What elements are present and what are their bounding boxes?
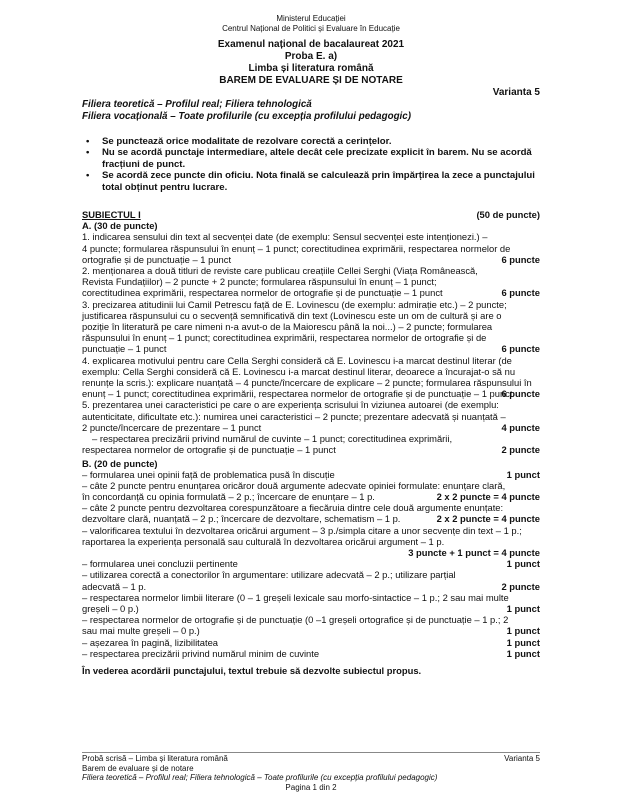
part-b-row	[82, 525, 540, 536]
part-b-score: 2 x 2 puncte = 4 puncte	[436, 513, 540, 525]
part-b-row	[82, 491, 540, 502]
footer-filiera: Filiera teoretică – Profilul real; Filiera tehnologică – Toate profilurile (cu excepția profilului pedagogic)	[82, 773, 438, 782]
filiera-line-2: Filiera vocațională – Toate profilurile (cu excepția profilului pedagogic)	[82, 110, 411, 122]
part-b-row	[82, 603, 540, 614]
footer-barem: Barem de evaluare și de notare	[82, 763, 194, 773]
item-text-line: Revista Fundațiilor) – 2 puncte + 2 puncte; formularea răspunsului în enunț – 1 punct;	[82, 276, 437, 288]
item-score: 4 puncte	[501, 421, 540, 433]
part-b-score: 3 puncte + 1 punct = 4 puncte	[408, 547, 540, 559]
ministry-name: Ministerul Educației	[276, 14, 346, 23]
part-b-row	[82, 558, 540, 569]
part-b-row	[82, 536, 540, 547]
part-b-row	[82, 513, 540, 524]
item-extra-line: respectarea normelor de ortografie și de punctuație – 1 punct 2 puncte	[82, 444, 540, 456]
part-b-row	[82, 480, 540, 491]
part-b-row	[82, 547, 540, 558]
part-a-item	[82, 231, 540, 265]
part-b-score: 2 x 2 puncte = 4 puncte	[436, 491, 540, 503]
item-text-line: 4. explicarea motivului pentru care Cella Serghi consideră că E. Lovinescu i-a marcat destinul literar (de	[82, 354, 512, 366]
part-a-item	[82, 265, 540, 299]
part-b-text: dezvoltare clară, nuanțată – 2 p.; încercare de dezvoltare, schematism – 1 p.	[82, 513, 401, 525]
item-score: 6 puncte	[501, 253, 540, 265]
part-b-row	[82, 581, 540, 592]
footer-exam: Probă scrisă – Limba și literatura română	[82, 754, 228, 763]
subject-title: Limba și literatura română	[248, 63, 374, 74]
part-b-row	[82, 648, 540, 659]
part-b-text: – respectarea normelor limbii literare (0 – 1 greșeli lexicale sau morfo-sintactice – 1 p.; 2 sau mai multe	[82, 591, 509, 603]
part-b-text: – formularea unei concluzii pertinente	[82, 558, 238, 570]
final-note: În vederea acordării punctajului, textul trebuie să dezvolte subiectul propus.	[82, 664, 422, 676]
subiect-points: (50 de puncte)	[476, 209, 540, 221]
part-b-text: – respectarea precizării privind numărul minim de cuvinte	[82, 647, 320, 659]
part-b-row	[82, 592, 540, 603]
part-b-text: în concordanță cu opinia formulată – 2 p.; încercare de enunțare – 1 p.	[82, 491, 375, 503]
item-text-line: corectitudinea exprimării, respectarea normelor de ortografie și de punctuație – 1 punct 6 puncte	[82, 287, 540, 299]
item-text-line: 1. indicarea sensului din text al secvenței date (de exemplu: Sensul secvenței este intenționezi.) –	[82, 231, 488, 243]
part-b-title: B. (20 de puncte)	[82, 457, 158, 469]
part-b-text: – utilizarea corectă a conectorilor în argumentare: utilizare adecvată – 2 p.; utilizare parțial	[82, 569, 456, 581]
variant-label: Varianta 5	[492, 87, 540, 98]
part-b-score: 1 punct	[506, 625, 540, 637]
part-b-text: – formularea unei opinii față de problematica pusă în discuție	[82, 468, 335, 480]
rule-item: • Nu se acordă punctaje intermediare, altele decât cele precizate explicit în barem. Nu se acordă fracțiuni de punct.	[82, 147, 540, 170]
footer-row-1	[82, 754, 540, 764]
part-b-score: 1 punct	[506, 602, 540, 614]
footer-page-number: Pagina 1 din 2	[285, 782, 337, 792]
item-score: 6 puncte	[501, 343, 540, 355]
item-text-line: 4 puncte; formularea răspunsului în enunț – 1 punct; corectitudinea exprimării, respectarea normelor de	[82, 242, 511, 254]
item-text-line: punctuație – 1 punct 6 puncte	[82, 343, 540, 355]
item-text-line: 5. prezentarea unei caracteristici pe care o are experiența scrisului în viziunea autoarei (de exemplu:	[82, 399, 499, 411]
part-b-score: 1 punct	[506, 647, 540, 659]
part-a-title: A. (30 de puncte)	[82, 220, 158, 232]
subiect-header	[82, 209, 540, 220]
part-b-text: sau mai multe greșeli – 0 p.)	[82, 625, 200, 637]
item-score: 6 puncte	[501, 287, 540, 299]
rule-item: • Se punctează orice modalitate de rezolvare corectă a cerințelor.	[82, 136, 540, 147]
part-b-text: – valorificarea textului în dezvoltarea oricărui argument – 3 p./simpla citare a unor secvențe din text – 1 p.;	[82, 524, 522, 536]
item-text-line: justificarea răspunsului cu o secvență semnificativă din text (Lovinescu este un om de cultură și are o	[82, 309, 502, 321]
part-b-score: 1 punct	[506, 636, 540, 648]
item-text-line: 2 puncte/încercare de prezentare – 1 punct 4 puncte	[82, 421, 540, 433]
part-b-text: – câte 2 puncte pentru dezvoltarea corespunzătoare a fiecăruia dintre cele două argumente enunțate:	[82, 502, 504, 514]
item-text-line: răspunsului în enunț – 1 punct; corectitudinea exprimării, respectarea normelor de ortografie și de	[82, 332, 487, 344]
part-b-row	[82, 614, 540, 625]
part-b-row	[82, 502, 540, 513]
item-extra-line: – respectarea precizării privind numărul de cuvinte – 1 punct; corectitudinea exprimării,	[92, 433, 453, 445]
footer-divider	[82, 752, 540, 753]
part-b-text: adecvată – 1 p.	[82, 580, 147, 592]
part-b-items	[82, 469, 540, 659]
item-text-line: renunțe la scris.): explicare nuanțată – 4 puncte/încercare de explicare – 2 puncte; formularea răspunsului în	[82, 377, 532, 389]
part-a-item	[82, 299, 540, 355]
item-text-line: ortografie și de punctuație – 1 punct 6 puncte	[82, 253, 540, 265]
part-b-text: – așezarea în pagină, lizibilitatea	[82, 636, 219, 648]
item-text-line: poziție în literatură pe care nimeni n-a avut-o de la Maiorescu până la noi...) – 2 puncte; formularea	[82, 321, 493, 333]
part-a-item	[82, 399, 540, 455]
item-text-line: 2. menționarea a două titluri de reviste care publicau creațiile Cellei Serghi (Viața Românească,	[82, 265, 478, 277]
part-b-row	[82, 469, 540, 480]
item-extra-score: 2 puncte	[501, 444, 540, 456]
part-b-row	[82, 625, 540, 636]
part-b-score: 1 punct	[506, 468, 540, 480]
part-b-score: 2 puncte	[501, 580, 540, 592]
item-text-line: enunț – 1 punct; corectitudinea exprimării, respectarea normelor de ortografie și de punctuație – 1 punct 6 puncte	[82, 388, 540, 400]
item-text-line: autenticitate, dificultate etc.): numirea unei caracteristici – 2 puncte; prezentare adecvată și nuanțată –	[82, 410, 506, 422]
rule-item: • Se acordă zece puncte din oficiu. Nota finală se calculează prin împărțirea la zece a punctajului total obținut pentru lucrare.	[82, 170, 540, 193]
item-text-line: exemplu: Cella Serghi consideră că E. Lovinescu i-a marcat destinul literar, deoarece a încurajat-o să nu	[82, 365, 516, 377]
part-b-text: greșeli – 0 p.)	[82, 602, 139, 614]
exam-title: Examenul național de bacalaureat 2021	[217, 39, 405, 50]
variant-row	[82, 87, 540, 99]
footer	[82, 754, 540, 792]
part-b-score: 1 punct	[506, 558, 540, 570]
part-b-row	[82, 569, 540, 580]
part-b-text: raportarea la experiența personală sau culturală în dezvoltarea oricărui argument – 1 p.	[82, 535, 445, 547]
part-b-text: – respectarea normelor de ortografie și de punctuație (0 –1 greșeli ortografice și de punctuație – 1 p.; 2	[82, 614, 509, 626]
footer-variant: Varianta 5	[504, 754, 540, 763]
subiect-title: SUBIECTUL I	[82, 209, 141, 221]
item-text-line: 3. precizarea atitudinii lui Camil Petrescu față de E. Lovinescu (de exemplu: admirație etc.) – 2 puncte;	[82, 298, 507, 310]
part-b-row	[82, 637, 540, 648]
part-a-items	[82, 231, 540, 455]
proba-title: Proba E. a)	[284, 51, 338, 62]
barem-title: BAREM DE EVALUARE ȘI DE NOTARE	[219, 75, 403, 86]
item-score: 6 puncte	[501, 388, 540, 400]
document-content	[82, 0, 540, 676]
part-a-item	[82, 355, 540, 400]
center-name: Centrul Național de Politici și Evaluare în Educație	[222, 23, 400, 33]
part-b-text: – câte 2 puncte pentru enunțarea oricăror două argumente adecvate opiniei formulate: enunțare clară,	[82, 479, 506, 491]
rules-list	[82, 136, 540, 193]
filiera-line-1: Filiera teoretică – Profilul real; Filiera tehnologică	[82, 99, 312, 110]
